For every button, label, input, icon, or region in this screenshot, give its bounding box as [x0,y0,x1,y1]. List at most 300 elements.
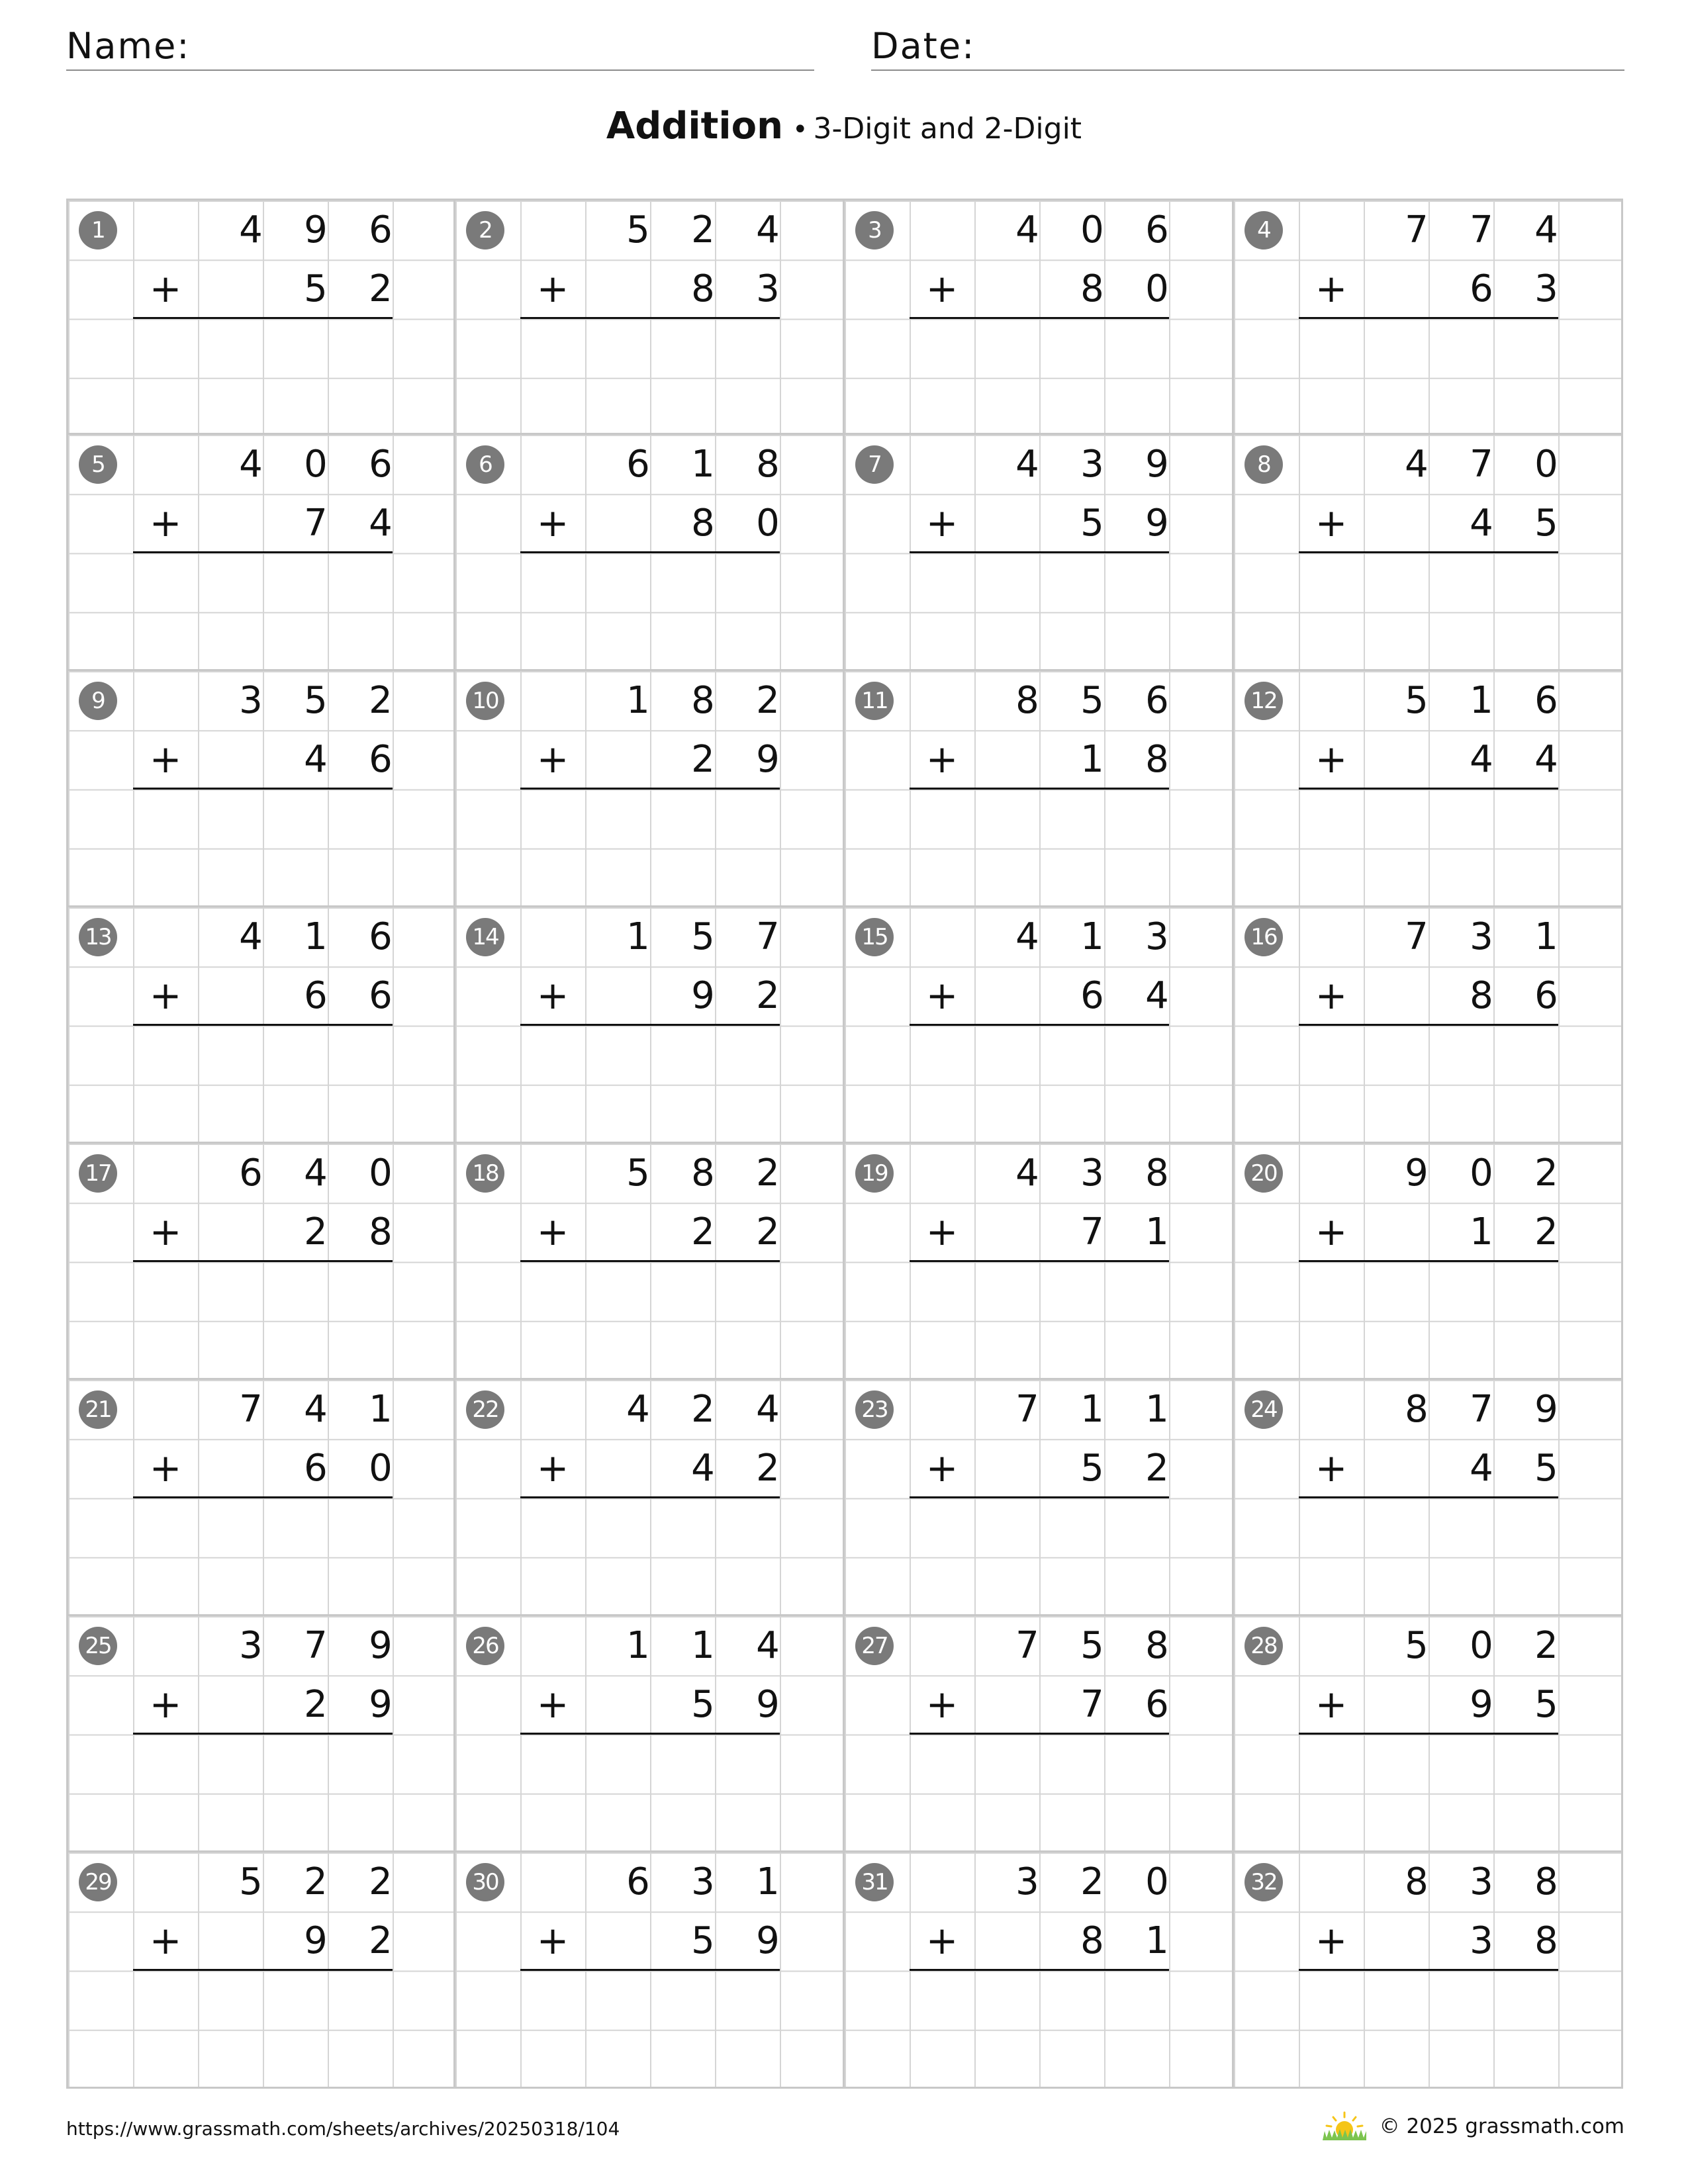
plus-sign: + [925,1209,959,1254]
problem-cell [845,671,1234,907]
addend-top-hundreds: 7 [1405,915,1429,958]
problem-cell [1234,671,1623,907]
addend-top-ones: 8 [1145,1152,1169,1195]
problem-cell [1234,1852,1623,2089]
problem-number-badge: 3 [855,211,894,250]
addend-top-ones: 2 [1534,1624,1558,1667]
addend-top-ones: 2 [369,1860,393,1903]
title-subtitle: 3-Digit and 2-Digit [813,112,1082,146]
addend-bottom-ones: 2 [756,1447,780,1490]
addend-top-tens: 0 [1470,1152,1493,1195]
problem-number-badge: 29 [79,1863,117,1901]
footer-url: https://www.grassmath.com/sheets/archives/20250318/104 [66,2118,620,2140]
addend-bottom-ones: 4 [1534,738,1558,781]
addend-top-ones: 6 [1145,208,1169,251]
problem-cell [455,199,845,435]
sum-line [1299,551,1558,553]
addend-bottom-tens: 6 [1080,974,1104,1017]
sum-line [520,551,780,553]
plus-sign: + [1315,973,1348,1018]
addend-bottom-tens: 5 [1080,1447,1104,1490]
addend-top-hundreds: 8 [1015,679,1039,722]
addend-bottom-tens: 8 [691,502,715,545]
plus-sign: + [1315,1445,1348,1490]
worksheet-grid [66,199,1623,2089]
plus-sign: + [536,1209,569,1254]
addend-top-tens: 8 [691,1152,715,1195]
problem-number-badge: 4 [1244,211,1283,250]
addend-top-ones: 8 [756,443,780,486]
addend-bottom-ones: 6 [369,974,393,1017]
plus-sign: + [925,737,959,782]
plus-sign: + [149,500,182,545]
addend-bottom-tens: 8 [1470,974,1493,1017]
addend-bottom-ones: 2 [756,974,780,1017]
sum-line [910,551,1169,553]
addend-top-hundreds: 4 [239,208,263,251]
plus-sign: + [925,1918,959,1963]
sum-line [910,788,1169,790]
addend-top-tens: 3 [1470,915,1493,958]
plus-sign: + [149,1682,182,1727]
addend-top-hundreds: 5 [1405,679,1429,722]
addend-top-hundreds: 4 [1015,915,1039,958]
plus-sign: + [925,1445,959,1490]
sum-line [520,1024,780,1026]
addend-top-tens: 2 [304,1860,328,1903]
addend-top-hundreds: 6 [239,1152,263,1195]
addend-top-tens: 3 [1080,443,1104,486]
addend-top-hundreds: 5 [626,208,650,251]
sum-line [1299,788,1558,790]
sum-line [1299,1733,1558,1735]
problem-cell [845,1144,1234,1380]
addend-bottom-tens: 4 [1470,502,1493,545]
addend-top-hundreds: 3 [1015,1860,1039,1903]
addend-bottom-tens: 1 [1080,738,1104,781]
plus-sign: + [149,1209,182,1254]
problem-cell [455,1380,845,1616]
sum-line [520,788,780,790]
addend-bottom-tens: 4 [691,1447,715,1490]
sum-line [520,1260,780,1262]
addend-top-hundreds: 7 [1015,1388,1039,1431]
addend-bottom-tens: 2 [304,1210,328,1253]
addend-bottom-ones: 9 [756,1919,780,1962]
addend-top-tens: 3 [1080,1152,1104,1195]
addend-bottom-ones: 9 [756,738,780,781]
addend-bottom-ones: 2 [369,267,393,310]
addend-top-hundreds: 4 [239,443,263,486]
problem-cell [1234,435,1623,671]
addend-top-ones: 2 [756,1152,780,1195]
sum-line [133,1496,393,1498]
addend-bottom-ones: 5 [1534,1683,1558,1726]
name-label: Name: [66,25,191,67]
problem-number-badge: 20 [1244,1154,1283,1193]
sum-line [133,788,393,790]
problem-number-badge: 16 [1244,918,1283,956]
sum-line [520,1969,780,1971]
addend-top-tens: 2 [691,1388,715,1431]
addend-bottom-tens: 9 [304,1919,328,1962]
plus-sign: + [149,1918,182,1963]
addend-top-tens: 1 [691,443,715,486]
addend-bottom-tens: 1 [1470,1210,1493,1253]
addend-top-ones: 2 [756,679,780,722]
sum-line [133,1733,393,1735]
addend-bottom-tens: 9 [691,974,715,1017]
addend-bottom-ones: 1 [1145,1210,1169,1253]
addend-bottom-tens: 8 [1080,1919,1104,1962]
sum-line [520,1496,780,1498]
addend-top-ones: 2 [1534,1152,1558,1195]
problem-number-badge: 24 [1244,1390,1283,1429]
problem-number-badge: 19 [855,1154,894,1193]
title-main: Addition [606,105,783,148]
addend-bottom-tens: 4 [304,738,328,781]
problem-number-badge: 30 [466,1863,504,1901]
addend-top-hundreds: 1 [626,1624,650,1667]
addend-top-tens: 1 [1470,679,1493,722]
addend-bottom-ones: 8 [1145,738,1169,781]
addend-bottom-ones: 3 [1534,267,1558,310]
addend-top-hundreds: 4 [626,1388,650,1431]
addend-top-tens: 2 [691,208,715,251]
addend-top-hundreds: 3 [239,679,263,722]
addend-bottom-tens: 6 [304,974,328,1017]
addend-bottom-tens: 5 [1080,502,1104,545]
problem-number-badge: 31 [855,1863,894,1901]
addend-top-tens: 3 [1470,1860,1493,1903]
addend-top-hundreds: 5 [1405,1624,1429,1667]
plus-sign: + [536,973,569,1018]
sum-line [1299,1496,1558,1498]
addend-top-ones: 3 [1145,915,1169,958]
addend-top-hundreds: 4 [1015,443,1039,486]
addend-bottom-ones: 9 [756,1683,780,1726]
addend-top-tens: 4 [304,1388,328,1431]
addend-top-ones: 4 [756,1388,780,1431]
plus-sign: + [925,973,959,1018]
sum-line [910,1496,1169,1498]
problem-cell [66,1380,455,1616]
addend-bottom-ones: 6 [1534,974,1558,1017]
addend-top-ones: 1 [1145,1388,1169,1431]
problem-cell [845,435,1234,671]
addend-top-hundreds: 4 [239,915,263,958]
problem-number-badge: 14 [466,918,504,956]
problem-number-badge: 27 [855,1627,894,1665]
addend-bottom-ones: 1 [1145,1919,1169,1962]
problem-cell [1234,1144,1623,1380]
addend-bottom-tens: 4 [1470,1447,1493,1490]
addend-top-ones: 6 [1145,679,1169,722]
addend-top-hundreds: 1 [626,679,650,722]
plus-sign: + [536,500,569,545]
addend-bottom-tens: 2 [691,738,715,781]
addend-bottom-ones: 5 [1534,1447,1558,1490]
addend-top-tens: 9 [304,208,328,251]
problem-number-badge: 18 [466,1154,504,1193]
addend-bottom-tens: 2 [304,1683,328,1726]
problem-number-badge: 22 [466,1390,504,1429]
addend-bottom-tens: 7 [304,502,328,545]
problem-cell [455,1852,845,2089]
addend-bottom-tens: 5 [304,267,328,310]
problem-cell [845,1380,1234,1616]
addend-top-tens: 1 [1080,915,1104,958]
addend-bottom-tens: 8 [1080,267,1104,310]
sum-line [133,1024,393,1026]
problem-cell [455,907,845,1144]
problem-number-badge: 8 [1244,445,1283,484]
addend-bottom-tens: 7 [1080,1210,1104,1253]
addend-bottom-ones: 9 [369,1683,393,1726]
addend-bottom-ones: 6 [1145,1683,1169,1726]
addend-top-hundreds: 4 [1015,208,1039,251]
sum-line [133,1260,393,1262]
sum-line [133,551,393,553]
sum-line [910,1969,1169,1971]
problem-number-badge: 7 [855,445,894,484]
grass-sun-logo-icon [1321,2111,1368,2142]
addend-top-tens: 0 [1470,1624,1493,1667]
sum-line [133,317,393,319]
sum-line [910,1733,1169,1735]
addend-bottom-ones: 4 [369,502,393,545]
addend-top-hundreds: 5 [239,1860,263,1903]
problem-number-badge: 32 [1244,1863,1283,1901]
footer-copyright: © 2025 grassmath.com [1379,2115,1624,2138]
problem-cell [1234,1616,1623,1852]
problem-number-badge: 6 [466,445,504,484]
addend-top-ones: 0 [1145,1860,1169,1903]
problem-cell [66,1144,455,1380]
addend-top-tens: 3 [691,1860,715,1903]
addend-top-hundreds: 6 [626,443,650,486]
footer-branding [1321,2111,1624,2142]
addend-bottom-ones: 0 [1145,267,1169,310]
sum-line [133,1969,393,1971]
date-field[interactable] [871,23,1624,71]
problem-number-badge: 1 [79,211,117,250]
plus-sign: + [925,266,959,311]
addend-top-tens: 1 [1080,1388,1104,1431]
plus-sign: + [1315,737,1348,782]
name-field[interactable] [66,23,814,71]
addend-top-ones: 9 [1145,443,1169,486]
addend-top-hundreds: 7 [1015,1624,1039,1667]
problem-cell [66,907,455,1144]
problem-number-badge: 21 [79,1390,117,1429]
addend-top-tens: 4 [304,1152,328,1195]
addend-bottom-ones: 0 [756,502,780,545]
problem-number-badge: 28 [1244,1627,1283,1665]
addend-bottom-ones: 5 [1534,502,1558,545]
sum-line [1299,1260,1558,1262]
date-label: Date: [871,25,976,67]
addend-top-ones: 8 [1145,1624,1169,1667]
problem-cell [1234,1380,1623,1616]
addend-top-tens: 7 [1470,443,1493,486]
addend-top-hundreds: 4 [1015,1152,1039,1195]
addend-top-tens: 1 [304,915,328,958]
addend-bottom-tens: 4 [1470,738,1493,781]
addend-top-ones: 6 [369,208,393,251]
problem-cell [1234,907,1623,1144]
addend-top-hundreds: 6 [626,1860,650,1903]
sum-line [520,1733,780,1735]
addend-top-hundreds: 7 [239,1388,263,1431]
plus-sign: + [1315,500,1348,545]
sum-line [910,317,1169,319]
plus-sign: + [536,737,569,782]
problem-number-badge: 17 [79,1154,117,1193]
problem-cell [66,671,455,907]
problem-number-badge: 12 [1244,682,1283,720]
addend-bottom-ones: 4 [1145,974,1169,1017]
addend-top-ones: 9 [369,1624,393,1667]
addend-bottom-ones: 8 [1534,1919,1558,1962]
addend-bottom-ones: 2 [1534,1210,1558,1253]
addend-top-tens: 5 [1080,1624,1104,1667]
problem-number-badge: 9 [79,682,117,720]
plus-sign: + [536,1918,569,1963]
addend-top-ones: 4 [1534,208,1558,251]
addend-top-ones: 0 [369,1152,393,1195]
addend-top-ones: 2 [369,679,393,722]
addend-bottom-ones: 9 [1145,502,1169,545]
addend-top-ones: 6 [369,443,393,486]
addend-bottom-tens: 7 [1080,1683,1104,1726]
addend-top-tens: 7 [1470,208,1493,251]
addend-top-hundreds: 8 [1405,1388,1429,1431]
problem-number-badge: 10 [466,682,504,720]
problem-number-badge: 26 [466,1627,504,1665]
addend-top-hundreds: 5 [626,1152,650,1195]
addend-top-ones: 1 [1534,915,1558,958]
plus-sign: + [1315,266,1348,311]
problem-cell [66,1852,455,2089]
addend-top-ones: 6 [1534,679,1558,722]
worksheet-title [0,105,1688,148]
addend-top-hundreds: 3 [239,1624,263,1667]
problem-cell [1234,199,1623,435]
addend-top-hundreds: 8 [1405,1860,1429,1903]
plus-sign: + [149,1445,182,1490]
sum-line [1299,317,1558,319]
plus-sign: + [536,266,569,311]
addend-bottom-ones: 2 [369,1919,393,1962]
problem-cell [66,1616,455,1852]
plus-sign: + [1315,1918,1348,1963]
problem-number-badge: 2 [466,211,504,250]
problem-cell [455,435,845,671]
plus-sign: + [925,1682,959,1727]
addend-bottom-ones: 2 [756,1210,780,1253]
problem-cell [845,1852,1234,2089]
plus-sign: + [536,1682,569,1727]
addend-top-ones: 4 [756,208,780,251]
problem-cell [66,435,455,671]
addend-top-tens: 7 [1470,1388,1493,1431]
addend-bottom-tens: 3 [1470,1919,1493,1962]
addend-top-ones: 6 [369,915,393,958]
addend-bottom-ones: 8 [369,1210,393,1253]
addend-bottom-tens: 5 [691,1683,715,1726]
sum-line [520,317,780,319]
problem-number-badge: 25 [79,1627,117,1665]
sum-line [1299,1024,1558,1026]
problem-number-badge: 23 [855,1390,894,1429]
addend-bottom-ones: 3 [756,267,780,310]
problem-cell [845,199,1234,435]
problem-cell [66,199,455,435]
sum-line [910,1024,1169,1026]
addend-bottom-tens: 6 [1470,267,1493,310]
problem-number-badge: 11 [855,682,894,720]
addend-top-tens: 8 [691,679,715,722]
addend-top-ones: 1 [369,1388,393,1431]
addend-top-tens: 1 [691,1624,715,1667]
addend-bottom-tens: 9 [1470,1683,1493,1726]
addend-top-tens: 5 [304,679,328,722]
addend-top-hundreds: 7 [1405,208,1429,251]
problem-number-badge: 13 [79,918,117,956]
addend-top-hundreds: 4 [1405,443,1429,486]
addend-top-tens: 7 [304,1624,328,1667]
addend-top-ones: 8 [1534,1860,1558,1903]
addend-bottom-tens: 5 [691,1919,715,1962]
problem-cell [845,1616,1234,1852]
plus-sign: + [1315,1682,1348,1727]
addend-top-ones: 0 [1534,443,1558,486]
plus-sign: + [1315,1209,1348,1254]
plus-sign: + [149,737,182,782]
plus-sign: + [536,1445,569,1490]
addend-bottom-ones: 0 [369,1447,393,1490]
problem-cell [455,1616,845,1852]
title-separator: • [792,114,808,145]
problem-cell [455,671,845,907]
addend-top-hundreds: 1 [626,915,650,958]
problem-number-badge: 15 [855,918,894,956]
addend-top-tens: 2 [1080,1860,1104,1903]
addend-bottom-tens: 2 [691,1210,715,1253]
addend-top-ones: 1 [756,1860,780,1903]
addend-bottom-tens: 6 [304,1447,328,1490]
addend-top-tens: 0 [304,443,328,486]
addend-top-tens: 5 [691,915,715,958]
addend-bottom-ones: 6 [369,738,393,781]
plus-sign: + [149,973,182,1018]
addend-top-ones: 9 [1534,1388,1558,1431]
addend-bottom-tens: 8 [691,267,715,310]
problem-cell [455,1144,845,1380]
sum-line [910,1260,1169,1262]
addend-top-ones: 4 [756,1624,780,1667]
addend-bottom-ones: 2 [1145,1447,1169,1490]
sum-line [1299,1969,1558,1971]
addend-top-hundreds: 9 [1405,1152,1429,1195]
addend-top-tens: 0 [1080,208,1104,251]
problem-cell [845,907,1234,1144]
plus-sign: + [149,266,182,311]
plus-sign: + [925,500,959,545]
addend-top-ones: 7 [756,915,780,958]
problem-number-badge: 5 [79,445,117,484]
